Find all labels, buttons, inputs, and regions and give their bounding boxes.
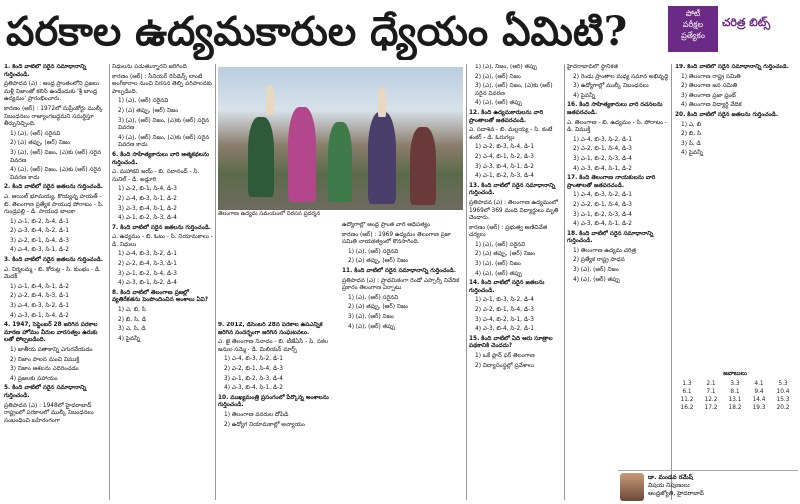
- text-line: 1) ఎ-4, బి-3, సి-2, డి-1: [118, 251, 177, 258]
- text-line: 3) ఉద్యోగాల్లో ముల్కీ నిబంధనలు: [573, 83, 649, 90]
- answers-table: [675, 380, 795, 412]
- text-line: 4) ఎ-3, బి-4, సి-2, డి-1: [475, 326, 534, 333]
- text-line: 3) ఎ-2, బి-1, సి-4, డి-3: [10, 237, 69, 244]
- text-line: 4. 1947, సెప్టెంబర్ 28 జరిగిన పరకాల మారణ హోమం వీరుల వారసత్వం ఉరుకు లతో పోల్చబడింది.: [4, 322, 98, 344]
- text-line: 10. ముఖ్యమంత్రి ప్రసంగంలో పేర్కొన్న అంశాలను గుర్తించండి.: [218, 394, 329, 409]
- text-line: 2) ఎ-4, బి-1, సి-2, డి-3: [475, 153, 534, 160]
- text-line: 4) ఎ-1, బి-2, సి-3, డి-4: [475, 173, 534, 180]
- text-line: 3) ఎ-1, బి-2, సి-3, డి-4: [573, 155, 632, 162]
- answer-cell: 20.2: [776, 405, 790, 411]
- text-line: 1) ఒకే ప్లాన్ ఫర్ తెలంగాణ: [475, 353, 535, 359]
- text-line: 3) (ఎ), (ఆర్) నిజం: [348, 313, 394, 320]
- text-line: 4) ఎ-3, బి-1, సి-4, డి-2: [10, 312, 69, 319]
- text-line: 1) తెలంగాణ ఉద్యమ చరిత్ర: [573, 247, 636, 254]
- text-line: 4) ఎ-1, బి-2, సి-3, డి-4: [118, 215, 177, 222]
- text-line: 4) పైవన్నీ: [573, 92, 596, 99]
- text-line: 2) బి, సి: [681, 131, 702, 138]
- answer-cell: 19.3: [752, 405, 766, 411]
- text-line: 1) ఎ-4, బి-3, సి-2, డి-1: [573, 192, 632, 199]
- text-line: 16. కింది సాహిత్యకారులు వారి రచనలను జతపరచండి.: [567, 102, 663, 116]
- text-line: కారణం (ఆర్) : సీనియర్ రెసిడెన్స్ లాంటి అంగీకారాల నుంచి నిరసన తెల్పి పరిపాలనకు పాల్పడింది.: [112, 73, 212, 95]
- text-line: 19. కింది వాటిలో సరైన సమాధానాన్ని గుర్తించండి.: [675, 64, 789, 70]
- answer-cell: 1.3: [682, 381, 692, 387]
- text-line: 2) నిజాం పాలన నుంచి విముక్తి: [10, 356, 80, 363]
- text-line: 2) ఎ-4, బి-3, సి-1, డి-2: [118, 195, 177, 202]
- text-line: ఎ. నిర్మలమ్మ - బి. కోరుట్ల - సి. కుంభం - డి. మెదక్: [4, 266, 102, 281]
- text-line: 1) ఎ, బి, సి: [118, 307, 146, 314]
- text-line: 1) ఎ-1, బి-4, సి-1, డి-2: [10, 283, 69, 290]
- column-divider: [466, 64, 467, 500]
- badge-line-3: ప్రత్యేకం: [681, 31, 705, 40]
- author-place: ఆంధ్రజ్యోతి, హైదరాబాద్: [648, 490, 704, 497]
- author-text: [648, 474, 796, 498]
- text-line: 5. కింది వాటిలో సరైన సమాధానాన్ని గుర్తించండి.: [4, 385, 87, 399]
- text-line: 4) ఎ-3, బి-4, సి-1, డి-2: [224, 385, 283, 392]
- text-line: 2) రెండు ప్రాంతాల మధ్య సమాన అభివృద్ధి: [573, 73, 669, 80]
- answer-cell: 15.3: [776, 397, 790, 403]
- text-line: 1) (ఎ), నిజం, (ఆర్) తప్పు: [475, 64, 537, 70]
- text-line: ఎ. ఉద్యమం - బి. ఓటు - సి. నియామకాలు - డి. నిధులు: [112, 234, 213, 248]
- text-line: 2) ఎ-2, బి-4, సి-3, డి-1: [10, 293, 69, 300]
- answer-cell: 12.2: [704, 397, 718, 403]
- column-divider: [109, 64, 110, 500]
- text-line: 4) ప్రజలకు సహాయం: [10, 375, 58, 382]
- text-line: 1. కింది వాటిలో సరైన సమాధానాన్ని గుర్తించండి.: [4, 64, 87, 78]
- text-line: నిధులను పడుతున్నారని జరిగింది: [112, 64, 187, 70]
- text-line: 1) (ఎ), (ఆర్) సరైనవి: [348, 294, 399, 301]
- text-line: 4) (ఎ), (ఆర్) తప్పు: [475, 270, 523, 277]
- text-line: 4) ఎ-3, బి-4, సి-1, డి-2: [573, 165, 632, 172]
- text-line: 4) పైవన్నీ: [118, 335, 141, 342]
- text-line: 4) (ఎ), (ఆర్) తప్పు: [475, 100, 523, 107]
- text-line: కారణం (ఆర్) : ప్రభుత్వ అణిచివేత చర్యలు: [469, 224, 548, 239]
- text-line: కారణం (ఆర్) : 1972లో సుప్రీంకోర్టు ముల్కీ నిబంధనలు రాజ్యాంగబద్ధమని సమర్థిస్తూ తీర్పునిచ్చింది.: [4, 105, 103, 128]
- column-divider: [671, 64, 672, 500]
- text-line: 1) తెలంగాణ వనరుల దోపిడి: [224, 411, 289, 418]
- text-line: 4) పైవన్నీ: [681, 150, 704, 157]
- answer-cell: 14.4: [752, 397, 766, 403]
- badge-line-1: పోటీ: [685, 9, 701, 18]
- section-badge: [668, 6, 796, 52]
- photo-caption: తెలంగాణ ఉద్యమ సమయంలో నిరసన ప్రదర్శన: [218, 211, 321, 217]
- text-line: 3) తెలంగాణ ప్రజా ఫ్రంట్: [681, 92, 736, 99]
- text-line: ఎ. మహాకవి జయ్ - బి. సదానంద్ - సి. సునిల్ - డి. అడ్లూరి: [112, 169, 200, 183]
- text-line: 2) (ఎ) తప్పు, (ఆర్) నిజం: [348, 304, 409, 311]
- text-line: 3) సి, డి: [681, 140, 701, 147]
- answer-cell: 3.3: [730, 381, 740, 387]
- text-line: 3) ఎ, సి, డి: [118, 326, 146, 333]
- text-line: 2) ఉద్యోగ నియామకాల్లో అన్యాయం: [224, 421, 305, 428]
- answers-row: [675, 404, 795, 412]
- text-line: 20. కింది వాటిలో సరైన జతలను గుర్తించండి.: [675, 111, 779, 118]
- answer-cell: 7.1: [706, 389, 716, 395]
- text-line: 7. కింది వాటిలో సరైన జతలను గుర్తించండి.: [112, 224, 212, 231]
- text-line: 1) తెలంగాణ రాష్ట్ర సమితి: [681, 73, 741, 80]
- text-line: ఎ. జై తెలంగాణ నినాదం - బి. టీజేఏసీ - సి. సకల జనుల సమ్మె - డి. మిలియన్ మార్చ్: [218, 339, 329, 353]
- text-line: కారణం (ఆర్) : 1969 ఉద్యమం తెలంగాణ ప్రజా సమితి నాయకత్వంలో కొనసాగింది.: [342, 231, 451, 246]
- text-line: ఎ. సదాశివ - బి. మల్లయ్య - సి. కంటే శంకర్ - డి. ఓరుగల్లు: [469, 127, 553, 141]
- text-line: 2) ఎ-2, బి-4, సి-3, డి-1: [118, 261, 177, 268]
- text-line: ప్రతిపాదన (ఎ) : తెలంగాణ ఉద్యమంలో 1969లో 369 మంది విద్యార్థులు మృతి చెందారు.: [469, 199, 559, 222]
- text-line: ప్రతిపాదన (ఎ) : ఆంధ్ర ప్రాంతంలోని ప్రజలు మళ్లీ నిజాంతో కలిసి ఉండేందుకు 'శ్రీ బాంధ్ర ఉద్యమం' ప్రారంభించారు.: [4, 81, 99, 103]
- text-line: 4) తెలంగాణ విద్యార్థి వేదిక: [681, 102, 742, 109]
- text-line: 4) ఎ-3, బి-4, సి-1, డి-2: [573, 221, 632, 228]
- text-line: 18. కింది వాటిలో సరైన సమాధానాన్ని గుర్తించండి.: [567, 230, 654, 245]
- text-line: 1) (ఎ), (ఆర్) సరైనవి: [118, 98, 169, 105]
- answer-cell: 10.4: [776, 389, 790, 395]
- text-line: 1) (ఎ), (ఆర్) సరైనవి: [348, 248, 399, 255]
- text-line: 2) (ఎ) తప్పు, (ఆర్) నిజం: [118, 107, 179, 114]
- text-line: 2) తెలంగాణ జన సమితి: [681, 83, 738, 90]
- text-line: 3) ఎ-4, బి-3, సి-2, డి-1: [10, 303, 69, 310]
- text-line: 1) జాతీయ పతాకాన్ని ఎగురవేయడం: [10, 347, 93, 353]
- text-column-2: [112, 64, 213, 500]
- answer-cell: 5.3: [778, 381, 788, 387]
- answer-cell: 4.1: [754, 381, 764, 387]
- text-line: 4) (ఎ), (ఆర్) తప్పు: [573, 276, 621, 283]
- text-line: 2) ప్రత్యేక రాష్ట్ర సాధన: [573, 257, 625, 264]
- text-line: 17. కింది తెలంగాణ నాయకులను వారి ప్రాంతాలతో జతపరచండి.: [567, 175, 656, 189]
- text-line: హైదరాబాద్‌లో స్థానికత: [567, 64, 619, 70]
- badge-box: [668, 6, 718, 52]
- text-line: 4) ఎ-3, బి-1, సి-2, డి-4: [118, 280, 177, 287]
- text-line: 2) (ఎ) తప్పు, (ఆర్) నిజం: [10, 140, 71, 147]
- text-line: ఉద్యోగాల్లో ఆంధ్ర ప్రాంత వారి ఆధిపత్యం: [342, 222, 431, 228]
- text-line: 2) ఎ-3, బి-4, సి-2, డి-1: [10, 228, 69, 235]
- text-line: 13. కింది వాటిలో సరైన సమాధానాన్ని గుర్తించండి.: [469, 182, 556, 197]
- text-line: 3) ఎ-1, బి-2, సి-3, డి-4: [573, 211, 632, 218]
- text-line: ఎ. తెలంగాణ - బి. ఉద్యమం - సి. పోరాటం - డి. విముక్తి: [567, 119, 668, 134]
- text-line: 1) ఎ-1, బి-3, సి-2, డి-4: [475, 297, 534, 304]
- column-divider: [564, 64, 565, 500]
- text-line: 2) (ఎ) తప్పు, (ఆర్) నిజం: [348, 258, 409, 265]
- text-line: 2) విద్యాసంస్థల్లో ప్రవేశాలు: [475, 362, 534, 369]
- text-line: 3) (ఎ), (ఆర్) నిజం: [573, 267, 619, 274]
- answer-cell: 8.1: [730, 389, 740, 395]
- text-line: 15. కింది వాటిలో ఏది ఆరు సూత్రాల పథకానికి చెందదు?: [469, 335, 553, 350]
- text-column-4: [342, 222, 464, 500]
- text-line: 1) (ఎ), (ఆర్) సరైనవి: [10, 130, 61, 137]
- answer-cell: 2.1: [706, 381, 716, 387]
- text-column-3: [218, 322, 338, 500]
- text-line: ప్రతిపాదన (ఎ) : ప్రాథమికంగా రెండో ఎస్సార్సీ నివేదిక ప్రకారం తెలంగాణ ఏర్పాటు: [342, 277, 460, 292]
- text-line: 3) (ఎ), (ఆర్) నిజం, (ఎ)కు (ఆర్) సరైన వివరణ: [475, 83, 553, 97]
- news-photo: [218, 67, 463, 210]
- text-line: 3. కింది వాటిలో సరైన జతలను గుర్తించండి.: [4, 257, 104, 264]
- text-line: 1) ఎ-1, బి-2, సి-4, డి-1: [10, 218, 69, 225]
- answers-row: [675, 396, 795, 404]
- text-line: 3) (ఎ), (ఆర్) నిజం, (ఎ)కు (ఆర్) సరైన వివరణ: [118, 117, 210, 132]
- author-box: [618, 470, 798, 503]
- answers-row: [675, 380, 795, 388]
- answer-cell: 6.1: [682, 389, 692, 395]
- text-line: 4) (ఎ), (ఆర్) నిజం, (ఎ)కు (ఆర్) సరైన వివరణ కాదు: [10, 167, 102, 181]
- author-role: విషయ నిపుణులు: [648, 482, 690, 489]
- author-name: డా. మండవ రమేష్: [648, 474, 693, 481]
- text-line: 2) (ఎ), (ఆర్) నిజం: [475, 73, 521, 80]
- text-line: 3) (ఎ), (ఆర్) నిజం, (ఎ)కు (ఆర్) సరైన వివరణ: [10, 149, 102, 164]
- badge-line-2: పరీక్షల: [682, 20, 704, 29]
- text-line: ఎ. ఆయిల్ భూమయ్య, కొయ్యన్న హయత్ - బి. తెలంగాణ ప్రత్యేక సాయుధ పోరాటం - సి. గుండ్రపల్లి - డి. సాయుధ బాలకా: [4, 193, 104, 216]
- text-column-1: [4, 64, 107, 500]
- text-line: 2. కింది వాటిలో సరైన జతలను గుర్తించండి.: [4, 184, 104, 191]
- text-line: 2) ఎ-2, బి-1, సి-4, డి-3: [475, 307, 534, 314]
- column-divider: [215, 64, 216, 500]
- text-line: 4) (ఎ), (ఆర్) తప్పు: [348, 323, 396, 330]
- text-line: 3) ఎ-3, బి-4, సి-1, డి-2: [118, 205, 177, 212]
- answer-cell: 16.2: [680, 405, 694, 411]
- text-column-6: [567, 64, 669, 500]
- page-headline: పరకాల ఉద్యమకారుల ధ్యేయం ఏమిటి?: [6, 8, 628, 55]
- text-line: 6. కింది సాహిత్యకారులు వారి ఆత్మకథలను గుర్తించండి.: [112, 151, 210, 166]
- text-line: 3) నిజాం ఆశలను ఎదిరించడం: [10, 366, 79, 373]
- text-line: 3) ఎ-1, బి-2, సి-3, డి-4: [224, 375, 283, 382]
- text-line: 4) ఎ-4, బి-3, సి-1, డి-2: [10, 247, 69, 254]
- text-column-7: [675, 64, 796, 364]
- text-line: 12. కింది ఉద్యమకారులను వారి ప్రాంతాలతో జతపరచండి.: [469, 109, 544, 124]
- text-line: 3) (ఎ), (ఆర్) నిజం: [475, 261, 521, 268]
- text-line: 3) ఎ-4, బి-2, సి-1, డి-3: [475, 316, 534, 323]
- answers-row: [675, 388, 795, 396]
- text-line: ప్రతిపాదన (ఎ) : 1948లో హైదరాబాద్ రాష్ట్రంలో పరకాలలో ముల్కీ నిబంధనలు సంబంధించి బహిరంగంగా: [4, 402, 94, 424]
- text-line: 9. 2012, డిసెంబర్ 28న పరకాల ఉపఎన్నిక జరిగిన సందర్భంగా జరిగిన సంఘటనలు.: [218, 322, 323, 336]
- answers-heading: జవాబులు: [723, 370, 747, 377]
- text-line: 2) ఎ-2, బి-1, సి-4, డి-3: [573, 146, 632, 153]
- answer-cell: 11.2: [680, 397, 694, 403]
- text-line: 1) ఎ-4, బి-3, సి-2, డి-1: [573, 136, 632, 143]
- text-line: 1) ఎ-2, బి-3, సి-4, డి-1: [475, 144, 534, 151]
- answer-cell: 17.2: [704, 405, 718, 411]
- answers-box: [675, 368, 795, 412]
- badge-side-text: చరిత్ర బిట్స్: [722, 16, 771, 29]
- answer-cell: 18.2: [728, 405, 742, 411]
- text-line: 2) ఎ-2, బి-1, సి-4, డి-3: [224, 365, 283, 372]
- text-line: 1) ఎ-4, బి-3, సి-2, డి-1: [224, 356, 283, 363]
- text-line: 8. కింది వాటిలో తెలంగాణ ప్రజల్లో వ్యతిరేకతను పెంపొందించిన అంశాలు ఏవి?: [112, 289, 209, 304]
- text-line: 14. కింది వాటిలో సరైన జతలను గుర్తించండి.: [469, 280, 545, 294]
- text-line: 3) ఎ-3, బి-4, సి-1, డి-2: [475, 163, 534, 170]
- text-line: 3) ఎ-1, బి-2, సి-4, డి-3: [118, 270, 177, 277]
- text-line: 1) ఎ-2, బి-1, సి-4, డి-3: [118, 186, 177, 193]
- text-line: 1) ఎ, బి: [681, 121, 702, 128]
- text-line: 2) బి, సి, డి: [118, 316, 146, 323]
- author-avatar: [620, 473, 644, 501]
- text-column-5: [469, 64, 563, 500]
- answer-cell: 9.4: [754, 389, 764, 395]
- text-line: 4) (ఎ), (ఆర్) నిజం, (ఎ)కు (ఆర్) సరైన వివరణ కాదు: [118, 134, 210, 149]
- text-line: 2) ఎ-2, బి-1, సి-4, డి-3: [573, 201, 632, 208]
- answer-cell: 13.1: [728, 397, 742, 403]
- text-line: 1) (ఎ), (ఆర్) సరైనవి: [475, 241, 526, 248]
- text-line: 2) (ఎ) తప్పు, (ఆర్) నిజం: [475, 251, 536, 258]
- text-line: 11. కింది వాటిలో సరైన సమాధానాన్ని గుర్తించండి.: [342, 267, 456, 274]
